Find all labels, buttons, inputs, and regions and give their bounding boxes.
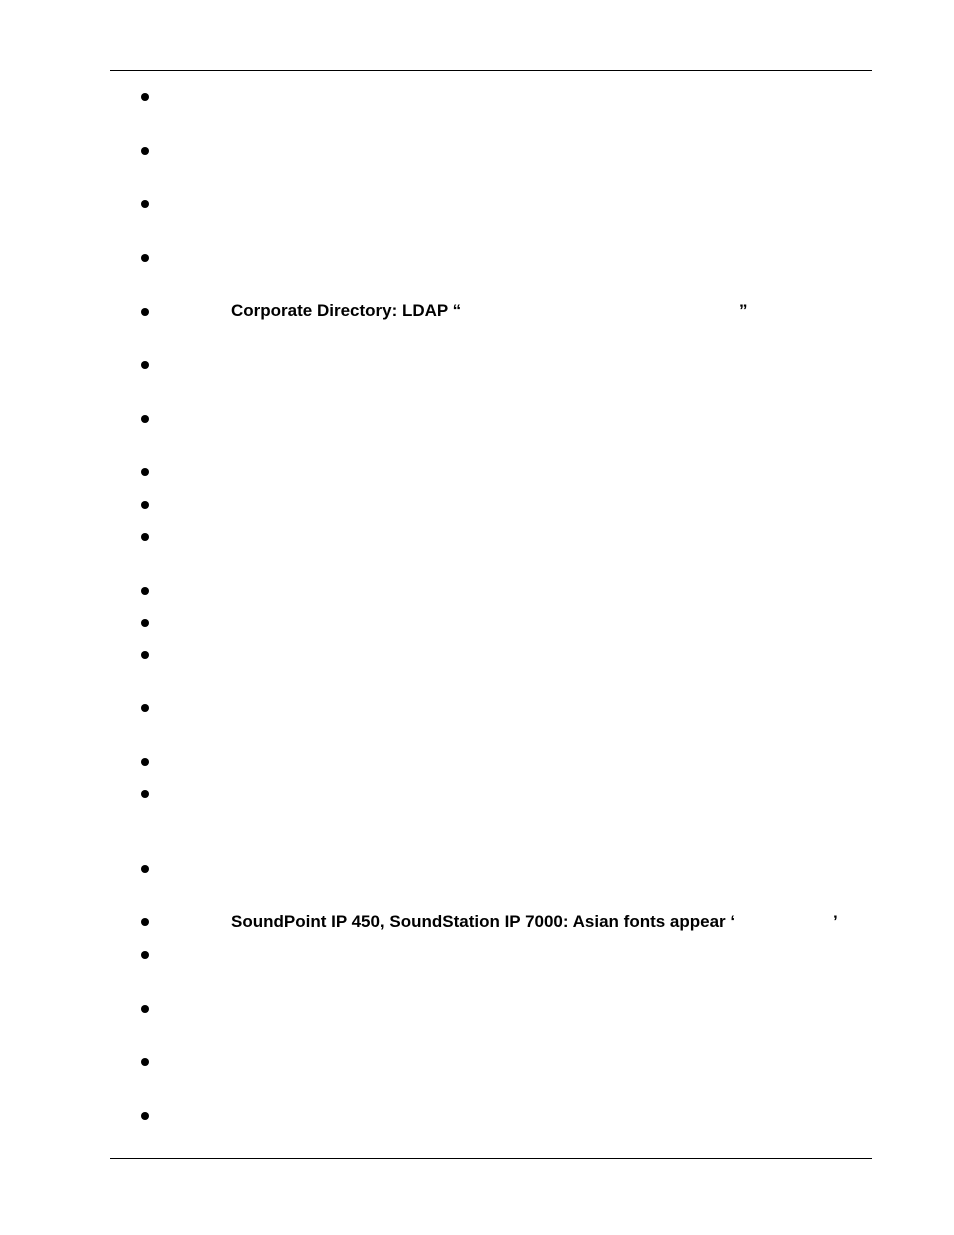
bullet-marker — [141, 1005, 149, 1013]
bullet-marker — [141, 951, 149, 959]
bullet-text-asian-fonts-start: SoundPoint IP 450, SoundStation IP 7000: Asian fonts appear ‘ — [231, 912, 736, 931]
bullet-marker — [141, 468, 149, 476]
bullet-marker — [141, 619, 149, 627]
bullet-marker — [141, 1112, 149, 1120]
bullet-text-ldap-end: ” — [739, 301, 748, 320]
bullet-marker — [141, 254, 149, 262]
bullet-marker — [141, 865, 149, 873]
bullet-marker — [141, 501, 149, 509]
bullet-marker — [141, 93, 149, 101]
bullet-marker — [141, 918, 149, 926]
bullet-marker — [141, 308, 149, 316]
bullet-marker — [141, 704, 149, 712]
bullet-marker — [141, 587, 149, 595]
bullet-marker — [141, 361, 149, 369]
bullet-marker — [141, 533, 149, 541]
bullet-marker — [141, 1058, 149, 1066]
bullet-marker — [141, 415, 149, 423]
bullet-text-asian-fonts-end: ’ — [833, 912, 838, 931]
bullet-marker — [141, 651, 149, 659]
bullet-text-ldap-start: Corporate Directory: LDAP “ — [231, 301, 462, 320]
header-rule — [110, 70, 872, 71]
footer-rule — [110, 1158, 872, 1159]
bullet-marker — [141, 200, 149, 208]
bullet-marker — [141, 758, 149, 766]
bullet-marker — [141, 147, 149, 155]
bullet-marker — [141, 790, 149, 798]
